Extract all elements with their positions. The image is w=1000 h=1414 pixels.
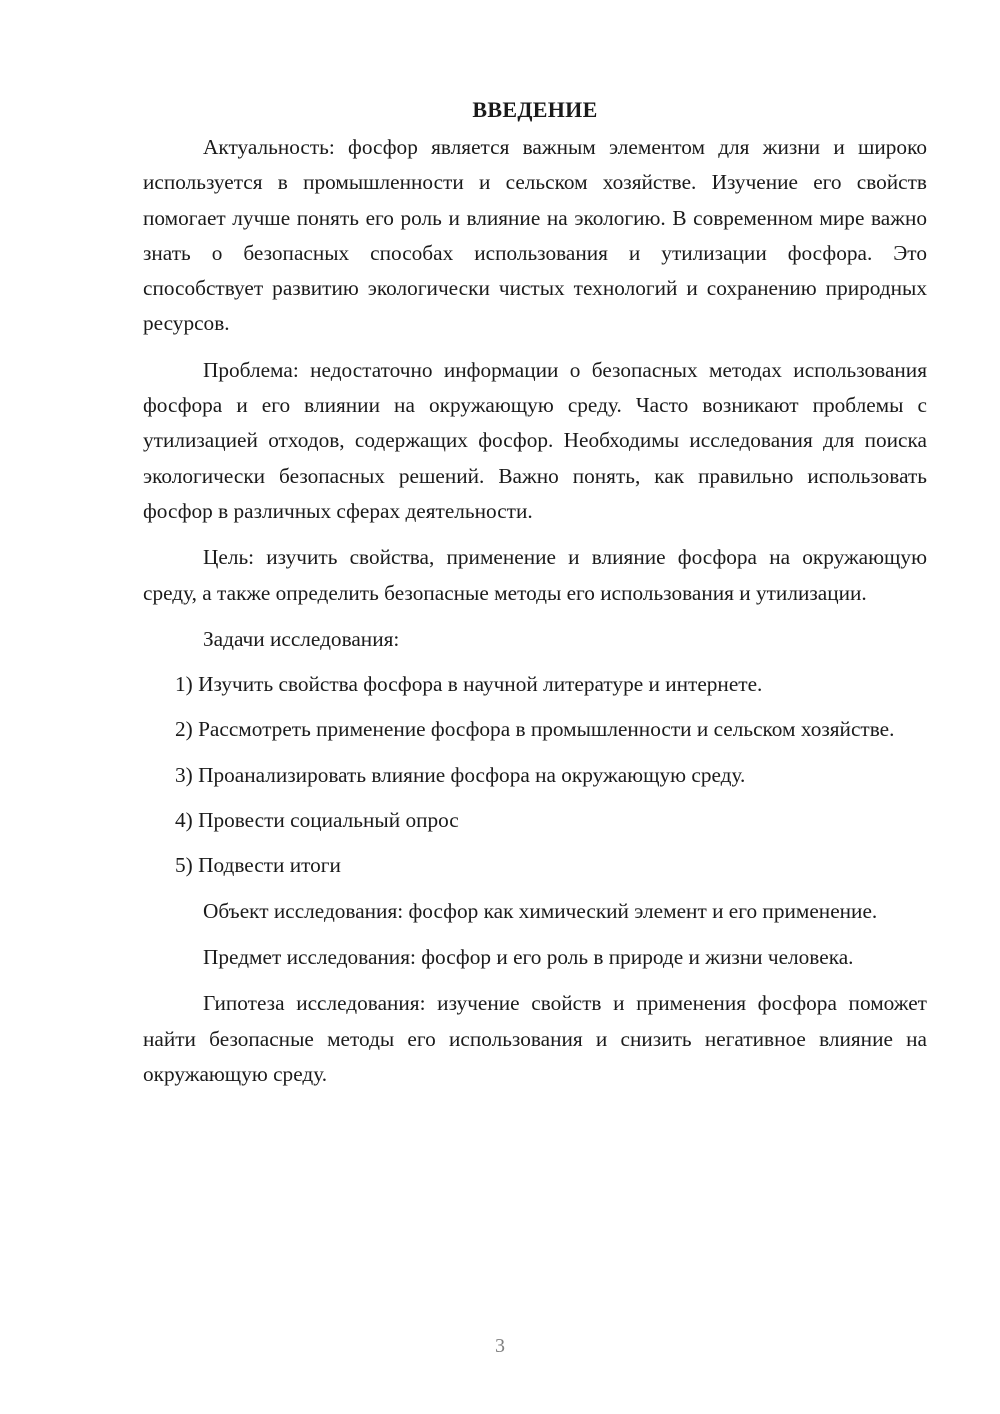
list-item: 2) Рассмотреть применение фосфора в промышленности и сельском хозяйстве. xyxy=(175,717,895,742)
list-item: 5) Подвести итоги xyxy=(175,853,341,878)
tasks-heading: Задачи исследования: xyxy=(203,626,400,651)
list-item: 1) Изучить свойства фосфора в научной литературе и интернете. xyxy=(175,672,763,697)
list-item: 3) Проанализировать влияние фосфора на окружающую среду. xyxy=(175,762,746,787)
tasks-list xyxy=(143,667,927,883)
list-item: 4) Провести социальный опрос xyxy=(175,808,459,833)
document-page xyxy=(143,92,927,1103)
paragraph-relevance: Актуальность: фосфор является важным элементом для жизни и широко используется в промышленности и сельском хозяйстве. Изучение его свойств помогает лучше понять его роль и влияние на экологию. В современном мире важно знать о безопасных способах использования и утилизации фосфора. Это способствует развитию экологически чистых технологий и сохранению природных ресурсов. xyxy=(143,135,927,336)
paragraph-object: Объект исследования: фосфор как химический элемент и его применение. xyxy=(203,898,878,923)
page-title: ВВЕДЕНИЕ xyxy=(472,97,598,122)
page-number: 3 xyxy=(495,1335,505,1357)
paragraph-goal: Цель: изучить свойства, применение и влияние фосфора на окружающую среду, а также определить безопасные методы его использования и утилизации. xyxy=(143,545,927,605)
paragraph-subject: Предмет исследования: фосфор и его роль в природе и жизни человека. xyxy=(203,944,854,969)
paragraph-hypothesis: Гипотеза исследования: изучение свойств и применения фосфора поможет найти безопасные методы его использования и снизить негативное влияние на окружающую среду. xyxy=(143,991,927,1086)
paragraph-problem: Проблема: недостаточно информации о безопасных методах использования фосфора и его влиянии на окружающую среду. Часто возникают проблемы с утилизацией отходов, содержащих фосфор. Необходимы исследования для поиска экологически безопасных решений. Важно понять, как правильно использовать фосфор в различных сферах деятельности. xyxy=(143,357,927,523)
